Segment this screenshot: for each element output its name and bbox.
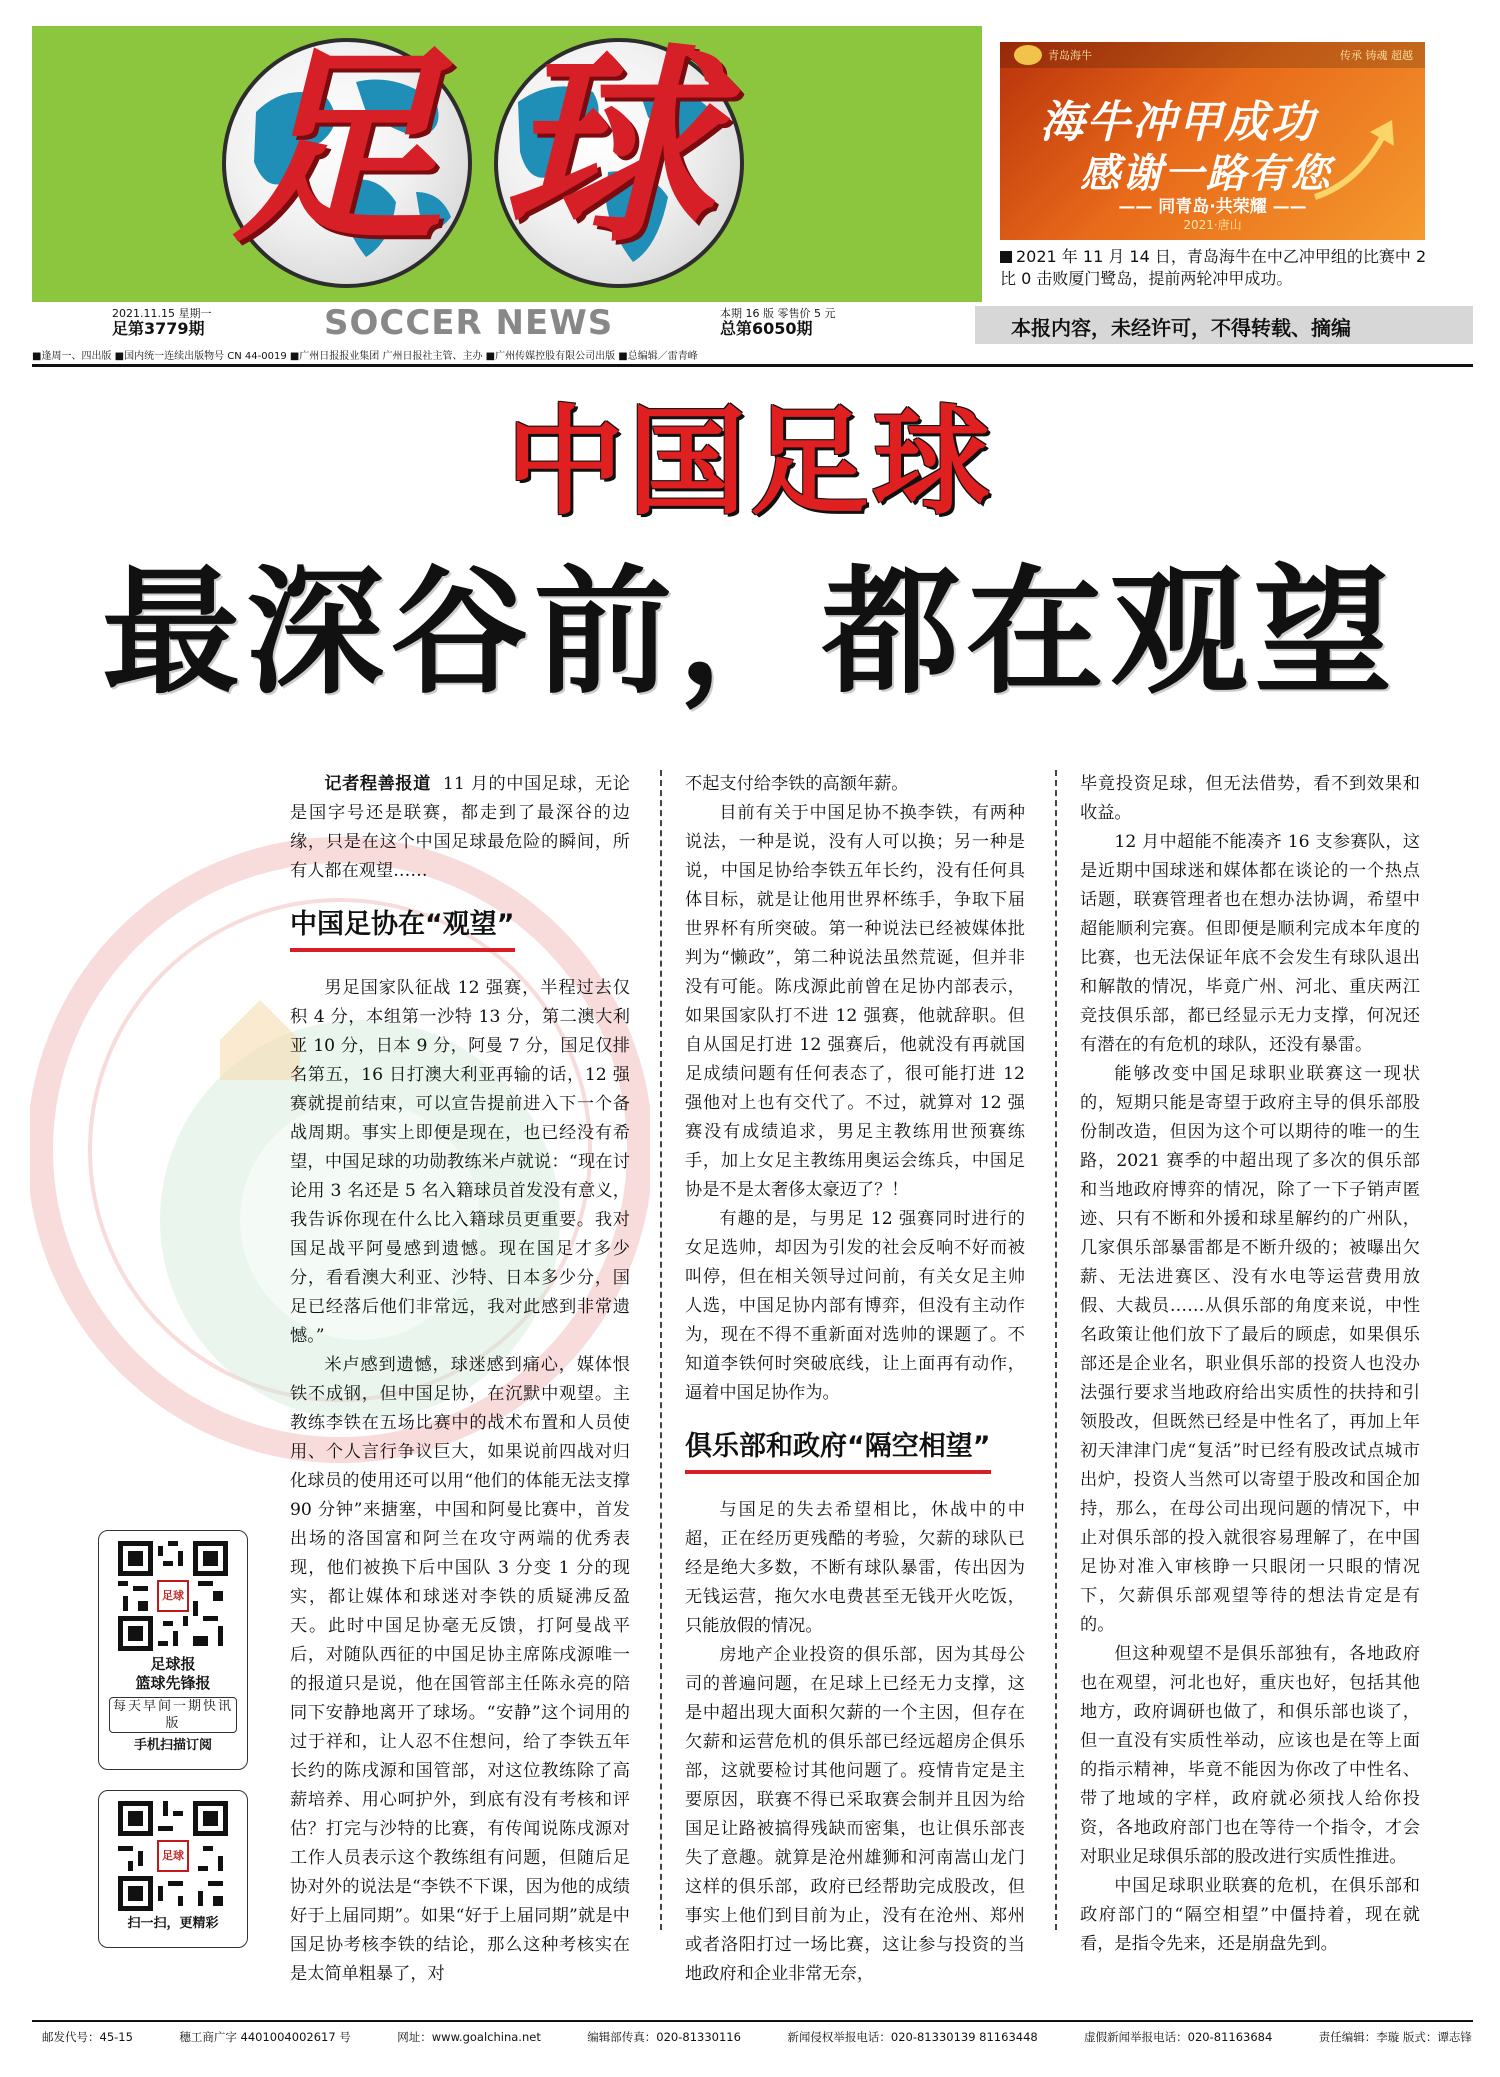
bottom-rule xyxy=(32,2020,1473,2022)
website-link[interactable]: 网址：www.goalchina.net xyxy=(397,2030,541,2044)
qr-logo: 足球 xyxy=(162,1849,184,1862)
footer xyxy=(42,2027,1472,2047)
edition-block xyxy=(720,306,835,336)
qingdao-hainiu-ad xyxy=(1000,42,1425,240)
paragraph: 12 月中超能不能凑齐 16 支参赛队，这是近期中国球迷和媒体都在谈论的一个热点话题，联赛管理者也在想办法协调，希望中超能顺利完赛。但即便是顺利完成本年度的比赛，也无法保证年底不会发生有球队退出和解散的情况，毕竟广州、河北、重庆两江竞技俱乐部，都已经显示无力支撑，何况还有潜在的有危机的球队，还没有暴雷。 xyxy=(1080,832,1420,1055)
subhead-fa-watching: 中国足协在“观望” xyxy=(290,908,515,952)
paragraph: 不起支付给李铁的高额年薪。 xyxy=(685,774,909,794)
qr-code-icon[interactable] xyxy=(118,1541,228,1651)
issue-date-block xyxy=(112,306,211,336)
paragraph: 有趣的是，与男足 12 强赛同时进行的女足选帅，却因为引发的社会反响不好而被叫停，但在相关领导过问前，有关女足主帅人选，中国足协内部有博弈，但没有主动作为，现在不得不重新面对选帅的课题了。不知道李铁何时突破底线，让上面再有动作，逼着中国足协作为。 xyxy=(685,1209,1025,1403)
rising-arrow-icon xyxy=(1310,102,1420,202)
headline-line-1: 中国足球 xyxy=(505,393,994,531)
ad-slogan: 传承 铸魂 超越 xyxy=(1340,49,1413,62)
qr-action: 手机扫描订阅 xyxy=(133,1738,212,1753)
column-divider xyxy=(1055,770,1057,1930)
total-issue: 总第6050期 xyxy=(720,319,813,338)
article-lead: 记者程善报道 11 月的中国足球，无论是国字号还是联赛，都走到了最深谷的边缘，只是在这个中国足球最危险的瞬间，所有人都在观望…… xyxy=(290,774,630,881)
square-bullet-icon xyxy=(1000,251,1012,263)
article-column-2 xyxy=(685,770,1025,1989)
ad-headline-2: 感谢一路有您 xyxy=(1080,150,1332,197)
paragraph: 与国足的失去希望相比，休战中的中超，正在经历更残酷的考验，欠薪的球队已经是绝大多数，不断有球队暴雷，传出因为无钱运营，拖欠水电费甚至无钱开火吃饭，只能放假的情况。 xyxy=(685,1500,1025,1636)
ad-brand: 青岛海牛 xyxy=(1048,49,1092,62)
top-rule xyxy=(32,364,1473,367)
issue-number: 足第3779期 xyxy=(112,319,205,338)
soccer-news-title: SOCCER NEWS xyxy=(324,303,614,343)
qr-caption-2: 篮球先锋报 xyxy=(135,1674,211,1692)
news-report-phone: 新闻侵权举报电话：020-81330139 81163448 xyxy=(787,2030,1038,2044)
column-divider xyxy=(660,770,662,1930)
fake-news-phone: 虚假新闻举报电话：020-81163684 xyxy=(1084,2030,1273,2044)
copyright-notice: 本报内容，未经许可，不得转载、摘编 xyxy=(975,306,1473,344)
postal-code: 邮发代号：45-15 xyxy=(42,2030,133,2044)
ad-headline-1: 海牛冲甲成功 xyxy=(1040,97,1316,148)
paragraph: 毕竟投资足球，但无法借势，看不到效果和收益。 xyxy=(1080,774,1420,823)
edition-info: 本期 16 版 零售价 5 元 xyxy=(720,307,836,320)
club-badge-icon xyxy=(1014,45,1042,65)
article-column-3 xyxy=(1080,770,1420,1959)
paragraph: 米卢感到遗憾，球迷感到痛心，媒体恨铁不成钢，但中国足协，在沉默中观望。主教练李铁在五场比赛中的战术布置和人员使用、个人言行争议巨大，如果说前四战对归化球员的使用还可以用“他们的体能无法支撑 90 分钟”来搪塞，中国和阿曼比赛中，首发出场的洛国富和阿兰在攻守两端的优秀表现，他们被换下后中国队 3 分变 1 分的现实，都让媒体和球迷对李铁的质疑沸反盈天。此时中国足协毫无反馈，打阿曼战平后，对随队西征的中国足协主席陈戌源唯一的报道只是说，他在国管部主任陈永亮的陪同下安静地离开了球场。“安静”这个词用的过于祥和，让人忍不住想问，给了李铁五年长约的陈戌源和国管部，对这位教练除了高薪培养、用心呵护外，到底有没有考核和评估？打完与沙特的比赛，有传闻说陈戌源对工作人员表示这个教练组有问题，但随后足协对外的说法是“李铁不下课，因为他的成绩好于上届同期”。如果“好于上届同期”就是中国足协考核李铁的结论，那么这种考核实在是太简单粗暴了，对 xyxy=(290,1355,630,1984)
qr-caption-1: 足球报 xyxy=(150,1655,196,1673)
ad-year: 2021·唐山 xyxy=(1183,218,1242,232)
qr-note: 每天早间一期快讯版 xyxy=(109,1697,237,1733)
ad-license: 穗工商广字 4401004002617 号 xyxy=(179,2030,351,2044)
issue-date: 2021.11.15 星期一 xyxy=(112,307,212,320)
paragraph: 中国足球职业联赛的危机，在俱乐部和政府部门的“隔空相望”中僵持着，现在就看，是指令先来，还是崩盘先到。 xyxy=(1080,1876,1420,1954)
paragraph: 目前有关于中国足协不换李铁，有两种说法，一种是说，没有人可以换；另一种是说，中国足协给李铁五年长约，没有任何具体目标，就是让他用世界杯练手，争取下届世界杯有所突破。第一种说法已经被媒体批判为“懒政”，第二种说法虽然荒诞，但并非没有可能。陈戌源此前曾在足协内部表示，如果国家队打不进 12 强赛，他就辞职。但自从国足打进 12 强赛后，他就没有再就国足成绩问题有任何表态了，很可能打进 12 强他对上也有交代了。不过，就算对 12 强赛没有成绩追求，男足主教练用世预赛练手，加上女足主教练用奥运会练兵，中国足协是不是太奢侈太豪迈了？！ xyxy=(685,803,1025,1200)
headline-line-2: 最深谷前，都在观望 xyxy=(101,550,1398,713)
byline: 记者程善报道 xyxy=(324,774,431,794)
logo-character-qiu: 球 xyxy=(502,26,713,271)
qr-code-icon[interactable] xyxy=(118,1801,228,1911)
ad-caption: 2021 年 11 月 14 日，青岛海牛在中乙冲甲组的比赛中 2 比 0 击败厦门鹭岛，提前两轮冲甲成功。 xyxy=(1000,247,1427,288)
subscribe-qr-box xyxy=(98,1530,248,1770)
paragraph: 能够改变中国足球职业联赛这一现状的，短期只能是寄望于政府主导的俱乐部股份制改造，但因为这个可以期待的唯一的生路，2021 赛季的中超出现了多次的俱乐部和当地政府博弈的情况，除了一下子销声匿迹、只有不断和外援和球星解约的广州队，几家俱乐部暴雷都是不断升级的；被曝出欠薪、无法进赛区、没有水电等运营费用放假、大裁员……从俱乐部的角度来说，中性名政策让他们放下了最后的顾虑，如果俱乐部还是企业名，职业俱乐部的投资人也没办法强行要求当地政府给出实质性的扶持和引领股改，但既然已经是中性名了，再加上年初天津津门虎“复活”时已经有股改试点城市出炉，投资人当然可以寄望于股改和国企加持，那么，在母公司出现问题的情况下，中止对俱乐部的投入就很容易理解了，在中国足协对准入审核睁一只眼闭一只眼的情况下，欠薪俱乐部观望等待的想法肯定是有的。 xyxy=(1080,1064,1420,1635)
qr-logo: 足球 xyxy=(162,1589,184,1602)
ad-tagline: —— 同青岛·共荣耀 —— xyxy=(1118,197,1307,217)
article-column-1 xyxy=(290,770,630,1989)
qr-action: 扫一扫，更精彩 xyxy=(127,1916,219,1931)
logo-character-zu: 足 xyxy=(232,26,443,271)
masthead xyxy=(32,26,982,302)
paragraph: 男足国家队征战 12 强赛，半程过去仅积 4 分，本组第一沙特 13 分，第二澳大利亚 10 分，日本 9 分，阿曼 7 分，国足仅排名第五，16 日打澳大利亚再输的话，12 强赛就提前结束，可以宣告提前进入下一个备战周期。事实上即便是现在，也已经没有希望，中国足球的功勋教练米卢就说：“现在讨论用 3 名还是 5 名入籍球员首发没有意义，我告诉你现在什么比入籍球员更重要。我对国足战平阿曼感到遗憾。现在国足才多少分，看看澳大利亚、沙特、日本多少分，国足已经落后他们非常远，我对此感到非常遗憾。” xyxy=(290,978,630,1346)
paragraph: 房地产企业投资的俱乐部，因为其母公司的普遍问题，在足球上已经无力支撑，这是中超出现大面积欠薪的一个主因，但存在欠薪和运营危机的俱乐部已经远超房企俱乐部，这就要检讨其他问题了。疫情肯定是主要原因，联赛不得已采取赛会制并且因为给国足让路被搞得残缺而密集，也让俱乐部丧失了意趣。就算是沧州雄狮和河南嵩山龙门这样的俱乐部，政府已经帮助完成股改，但事实上他们到目前为止，没有在沧州、郑州或者洛阳打过一场比赛，这让参与投资的当地政府和企业非常无奈， xyxy=(685,1645,1025,1984)
follow-qr-box xyxy=(98,1790,248,1948)
editors: 责任编辑：李璇 版式：谭志锋 xyxy=(1318,2030,1472,2044)
editorial-fax: 编辑部传真：020-81330116 xyxy=(587,2030,741,2044)
paragraph: 但这种观望不是俱乐部独有，各地政府也在观望，河北也好，重庆也好，包括其他地方，政府调研也做了，和俱乐部也谈了，但一直没有实质性举动，应该也是在等上面的指示精神，毕竟不能因为你改了中性名、带了地域的字样，政府就必须找人给你投资，各地政府部门也在等待一个指令，才会对职业足球俱乐部的股改进行实质性推进。 xyxy=(1080,1644,1420,1867)
publisher-line: ■逢周一、四出版 ■国内统一连续出版物号 CN 44-0019 ■广州日报报业集团 广州日报社主管、主办 ■广州传媒控股有限公司出版 ■总编辑／雷青峰 xyxy=(32,351,698,362)
subhead-clubs-government: 俱乐部和政府“隔空相望” xyxy=(685,1430,991,1474)
